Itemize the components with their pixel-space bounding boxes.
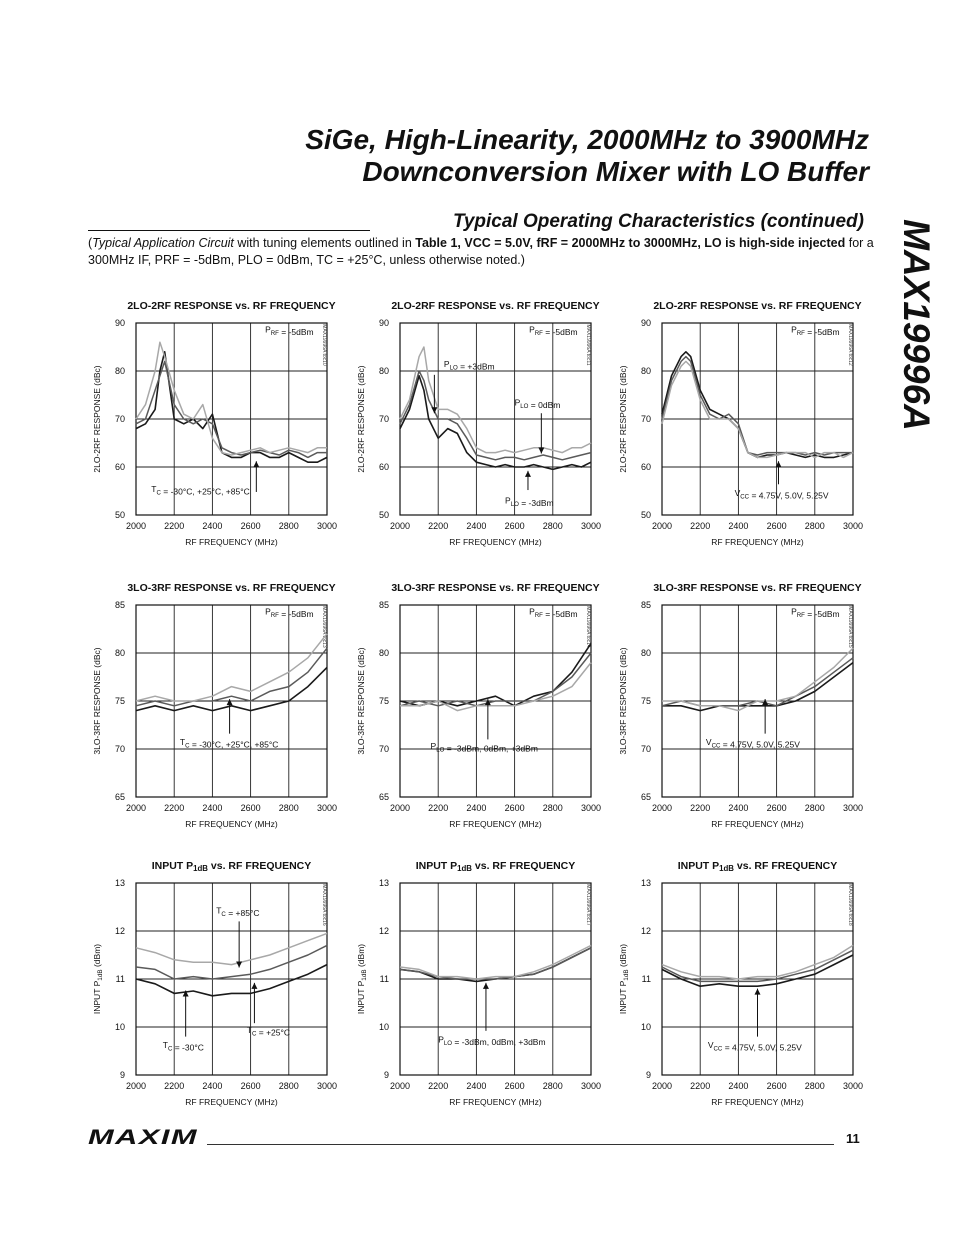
x-tick-label: 2000 xyxy=(389,803,411,813)
x-tick-label: 2200 xyxy=(428,521,449,531)
y-tick-label: 11 xyxy=(115,974,125,984)
x-axis-label: RF FREQUENCY (MHz) xyxy=(185,1097,278,1107)
annotation-arrowhead xyxy=(483,983,489,989)
annotation-arrowhead xyxy=(538,448,544,454)
y-tick-label: 65 xyxy=(378,792,389,802)
y-axis-label: INPUT $P_{1dB}$ (dBm) xyxy=(92,943,104,1015)
maxim-logo xyxy=(88,1127,200,1147)
chart-3lo3rf-vcc xyxy=(614,578,874,848)
annotation: $P_{LO} = -3dBm$, 0dBm, +3dBm xyxy=(438,1034,546,1047)
section-title: Typical Operating Characteristics (continued) xyxy=(452,211,864,232)
y-tick-label: 65 xyxy=(640,792,651,802)
x-tick-label: 2600 xyxy=(504,1081,525,1091)
x-tick-label: 2000 xyxy=(651,803,673,813)
y-tick-label: 75 xyxy=(378,696,389,706)
x-tick-label: 2800 xyxy=(804,1081,825,1091)
y-tick-label: 9 xyxy=(645,1070,651,1080)
x-tick-label: 2600 xyxy=(504,521,525,531)
x-tick-label: 2400 xyxy=(728,1081,749,1091)
x-axis-label: RF FREQUENCY (MHz) xyxy=(185,537,278,547)
part-number: MAX19996A xyxy=(896,219,937,431)
y-tick-label: 50 xyxy=(640,510,651,520)
x-tick-label: 3000 xyxy=(580,1081,602,1091)
x-tick-label: 3000 xyxy=(842,1081,864,1091)
annotation-arrowhead xyxy=(236,961,242,967)
y-tick-label: 85 xyxy=(378,600,389,610)
chart-title: INPUT P1dB vs. RF FREQUENCY xyxy=(415,860,576,873)
x-tick-label: 2200 xyxy=(164,521,185,531)
x-tick-label: 2400 xyxy=(466,521,487,531)
x-tick-label: 3000 xyxy=(580,521,602,531)
x-tick-label: 3000 xyxy=(316,1081,338,1091)
annotation: $V_{CC} = 4.75V$, 5.0V, 5.25V xyxy=(707,1040,802,1053)
x-tick-label: 2200 xyxy=(164,1081,185,1091)
x-tick-label: 2000 xyxy=(125,521,147,531)
y-tick-label: 12 xyxy=(114,926,125,936)
y-tick-label: 12 xyxy=(378,926,389,936)
annotation: $P_{RF} = -5dBm$ xyxy=(791,606,840,620)
annotation: $P_{RF} = -5dBm$ xyxy=(529,324,578,338)
x-tick-label: 2200 xyxy=(428,803,449,813)
x-tick-label: 2200 xyxy=(690,1081,711,1091)
chart-3lo3rf-temp xyxy=(88,578,348,848)
series-line xyxy=(400,948,591,979)
y-tick-label: 60 xyxy=(640,462,651,472)
chart-p1db-vcc xyxy=(614,856,874,1126)
chart-2lo2rf-temp xyxy=(88,296,348,566)
y-tick-label: 90 xyxy=(640,318,651,328)
figure-id: MAX19996A toc11 xyxy=(585,324,591,366)
chart-title: 3LO-3RF RESPONSE vs. RF FREQUENCY xyxy=(653,582,862,594)
x-axis-label: RF FREQUENCY (MHz) xyxy=(711,1097,804,1107)
annotation: $V_{CC} = 4.75V$, 5.0V, 5.25V xyxy=(734,487,829,501)
annotation: $T_C = -30^\circ C$, +25°C, +85°C xyxy=(179,737,279,750)
series-line xyxy=(136,634,327,701)
chart-p1db-plo xyxy=(352,856,612,1126)
series-line xyxy=(136,352,327,462)
y-tick-label: 90 xyxy=(378,318,389,328)
chart-p1db-temp xyxy=(88,856,348,1126)
note-bold: Table 1, VCC = 5.0V, fRF = 2000MHz to 3000MHz, LO is high-side injected xyxy=(415,236,846,250)
chart-title: 3LO-3RF RESPONSE vs. RF FREQUENCY xyxy=(127,582,336,594)
x-axis-label: RF FREQUENCY (MHz) xyxy=(711,537,804,547)
y-tick-label: 85 xyxy=(114,600,125,610)
series-line xyxy=(400,376,591,470)
annotation-arrowhead xyxy=(755,989,761,995)
y-tick-label: 50 xyxy=(378,510,389,520)
y-tick-label: 10 xyxy=(378,1022,389,1032)
chart-title: 3LO-3RF RESPONSE vs. RF FREQUENCY xyxy=(391,582,600,594)
x-tick-label: 2600 xyxy=(240,803,261,813)
x-tick-label: 2200 xyxy=(690,521,711,531)
series-line xyxy=(662,945,853,979)
figure-id: MAX19996A toc16 xyxy=(321,884,327,926)
page-title-line1: SiGe, High-Linearity, 2000MHz to 3900MHz xyxy=(305,124,869,155)
annotation-arrowhead xyxy=(227,699,233,705)
x-tick-label: 2400 xyxy=(728,803,749,813)
x-tick-label: 2800 xyxy=(542,1081,563,1091)
y-tick-label: 70 xyxy=(114,744,125,754)
x-tick-label: 2200 xyxy=(164,803,185,813)
x-tick-label: 2000 xyxy=(651,1081,673,1091)
part-number-sidebar xyxy=(896,215,936,435)
annotation-arrowhead xyxy=(525,471,531,477)
annotation: $P_{RF} = -5dBm$ xyxy=(265,324,314,338)
footer-rule xyxy=(207,1144,834,1145)
x-tick-label: 2000 xyxy=(389,1081,411,1091)
annotation-arrowhead xyxy=(431,407,437,413)
y-tick-label: 9 xyxy=(119,1070,125,1080)
y-tick-label: 60 xyxy=(378,462,389,472)
chart-title: 2LO-2RF RESPONSE vs. RF FREQUENCY xyxy=(127,300,336,312)
y-axis-label: 2LO-2RF RESPONSE (dBc) xyxy=(356,365,366,473)
x-tick-label: 2800 xyxy=(804,521,825,531)
x-tick-label: 2600 xyxy=(240,1081,261,1091)
x-tick-label: 2800 xyxy=(278,1081,299,1091)
y-tick-label: 80 xyxy=(640,366,651,376)
note-open: ( xyxy=(88,236,93,250)
y-tick-label: 13 xyxy=(378,878,389,888)
annotation: $T_C = +85^\circ C$ xyxy=(216,905,260,919)
x-tick-label: 2400 xyxy=(202,803,223,813)
series-line xyxy=(136,965,327,996)
page-number: 11 xyxy=(846,1131,860,1146)
page-title-line2: Downconversion Mixer with LO Buffer xyxy=(362,156,869,187)
chart-title: INPUT P1dB vs. RF FREQUENCY xyxy=(677,860,838,873)
chart-2lo2rf-plo xyxy=(352,296,612,566)
chart-title: INPUT P1dB vs. RF FREQUENCY xyxy=(151,860,312,873)
y-tick-label: 11 xyxy=(641,974,651,984)
y-axis-label: 2LO-2RF RESPONSE (dBc) xyxy=(92,365,102,473)
x-tick-label: 2400 xyxy=(202,521,223,531)
annotation: $P_{RF} = -5dBm$ xyxy=(791,324,840,338)
x-tick-label: 3000 xyxy=(842,521,864,531)
figure-id: MAX19996A toc15 xyxy=(847,606,853,648)
y-tick-label: 12 xyxy=(640,926,651,936)
x-tick-label: 2000 xyxy=(125,803,147,813)
x-axis-label: RF FREQUENCY (MHz) xyxy=(449,1097,542,1107)
chart-2lo2rf-vcc xyxy=(614,296,874,566)
chart-3lo3rf-plo xyxy=(352,578,612,848)
y-axis-label: INPUT $P_{1dB}$ (dBm) xyxy=(618,943,630,1015)
figure-id: MAX19996A toc13 xyxy=(321,606,327,648)
series-line xyxy=(662,658,853,706)
annotation: $T_C = +25^\circ C$ xyxy=(246,1024,291,1038)
figure-id: MAX19996A toc12 xyxy=(847,324,853,366)
note-mid: with tuning elements outlined in xyxy=(233,236,416,250)
annotation: $T_C = -30^\circ C$ xyxy=(162,1040,204,1053)
series-line xyxy=(136,342,327,455)
annotation: $P_{LO} = +3dBm$ xyxy=(443,359,495,372)
chart-title: 2LO-2RF RESPONSE vs. RF FREQUENCY xyxy=(391,300,600,312)
y-tick-label: 70 xyxy=(378,744,389,754)
y-tick-label: 75 xyxy=(114,696,125,706)
x-tick-label: 2800 xyxy=(542,803,563,813)
y-tick-label: 50 xyxy=(114,510,125,520)
x-tick-label: 2200 xyxy=(690,803,711,813)
y-tick-label: 75 xyxy=(640,696,651,706)
x-axis-label: RF FREQUENCY (MHz) xyxy=(449,537,542,547)
x-tick-label: 2600 xyxy=(766,521,787,531)
section-rule xyxy=(88,230,370,231)
figure-id: MAX19996A toc18 xyxy=(847,884,853,926)
y-axis-label: 3LO-3RF RESPONSE (dBc) xyxy=(356,647,366,755)
x-tick-label: 2400 xyxy=(466,1081,487,1091)
x-tick-label: 2600 xyxy=(766,803,787,813)
annotation: $P_{LO} = -3dBm$, 0dBm, +3dBm xyxy=(430,741,538,754)
x-axis-label: RF FREQUENCY (MHz) xyxy=(711,819,804,829)
y-tick-label: 13 xyxy=(114,878,125,888)
x-tick-label: 2000 xyxy=(389,521,411,531)
x-axis-label: RF FREQUENCY (MHz) xyxy=(185,819,278,829)
x-tick-label: 2800 xyxy=(278,803,299,813)
x-tick-label: 2800 xyxy=(804,803,825,813)
series-line xyxy=(400,663,591,711)
y-tick-label: 10 xyxy=(114,1022,125,1032)
conditions-note xyxy=(88,235,878,269)
series-line xyxy=(400,653,591,706)
x-tick-label: 2800 xyxy=(542,521,563,531)
x-tick-label: 2600 xyxy=(504,803,525,813)
y-axis-label: 3LO-3RF RESPONSE (dBc) xyxy=(92,647,102,755)
x-tick-label: 2400 xyxy=(202,1081,223,1091)
x-tick-label: 2000 xyxy=(125,1081,147,1091)
y-tick-label: 80 xyxy=(114,366,125,376)
y-tick-label: 85 xyxy=(640,600,651,610)
annotation: $T_C = -30^\circ C$, +25°C, +85°C xyxy=(151,483,250,497)
x-tick-label: 2400 xyxy=(728,521,749,531)
annotation: $P_{RF} = -5dBm$ xyxy=(265,606,314,620)
series-line xyxy=(136,933,327,964)
annotation: $V_{CC} = 4.75V$, 5.0V, 5.25V xyxy=(705,737,800,750)
y-tick-label: 60 xyxy=(114,462,125,472)
y-tick-label: 70 xyxy=(640,744,651,754)
series-line xyxy=(136,648,327,706)
annotation: $P_{LO} = 0dBm$ xyxy=(514,397,561,411)
y-tick-label: 9 xyxy=(383,1070,389,1080)
y-tick-label: 80 xyxy=(640,648,651,658)
x-tick-label: 3000 xyxy=(580,803,602,813)
series-line xyxy=(136,361,327,457)
y-tick-label: 65 xyxy=(114,792,125,802)
figure-id: MAX19996A toc14 xyxy=(585,606,591,648)
annotation-arrowhead xyxy=(251,983,257,989)
y-tick-label: 80 xyxy=(378,366,389,376)
series-line xyxy=(136,945,327,979)
figure-id: MAX19996A toc17 xyxy=(585,884,591,926)
x-tick-label: 2200 xyxy=(428,1081,449,1091)
figure-id: MAX19996A toc10 xyxy=(321,324,327,366)
x-tick-label: 2400 xyxy=(466,803,487,813)
series-line xyxy=(662,361,853,457)
y-tick-label: 10 xyxy=(640,1022,651,1032)
y-tick-label: 90 xyxy=(114,318,125,328)
chart-title: 2LO-2RF RESPONSE vs. RF FREQUENCY xyxy=(653,300,862,312)
maxim-logo-text: MAXIM xyxy=(88,1127,198,1147)
y-axis-label: 3LO-3RF RESPONSE (dBc) xyxy=(618,647,628,755)
note-rest: for a 300MHz IF, PRF = -5dBm, PLO = 0dBm, TC = +25°C, unless otherwise noted.) xyxy=(88,236,874,267)
y-tick-label: 80 xyxy=(378,648,389,658)
x-tick-label: 2600 xyxy=(766,1081,787,1091)
y-tick-label: 13 xyxy=(640,878,651,888)
y-axis-label: 2LO-2RF RESPONSE (dBc) xyxy=(618,365,628,473)
x-tick-label: 2800 xyxy=(278,521,299,531)
y-axis-label: INPUT $P_{1dB}$ (dBm) xyxy=(356,943,368,1015)
x-tick-label: 3000 xyxy=(316,521,338,531)
y-tick-label: 70 xyxy=(640,414,651,424)
y-tick-label: 70 xyxy=(378,414,389,424)
annotation: $P_{LO} = -3dBm$ xyxy=(505,495,554,508)
x-axis-label: RF FREQUENCY (MHz) xyxy=(449,819,542,829)
y-tick-label: 70 xyxy=(114,414,125,424)
annotation-arrowhead xyxy=(253,461,259,467)
x-tick-label: 2000 xyxy=(651,521,673,531)
x-tick-label: 3000 xyxy=(316,803,338,813)
y-tick-label: 11 xyxy=(379,974,389,984)
x-tick-label: 3000 xyxy=(842,803,864,813)
note-circuit: Typical Application Circuit xyxy=(92,236,234,250)
x-tick-label: 2600 xyxy=(240,521,261,531)
y-tick-label: 80 xyxy=(114,648,125,658)
annotation: $P_{RF} = -5dBm$ xyxy=(529,606,578,620)
